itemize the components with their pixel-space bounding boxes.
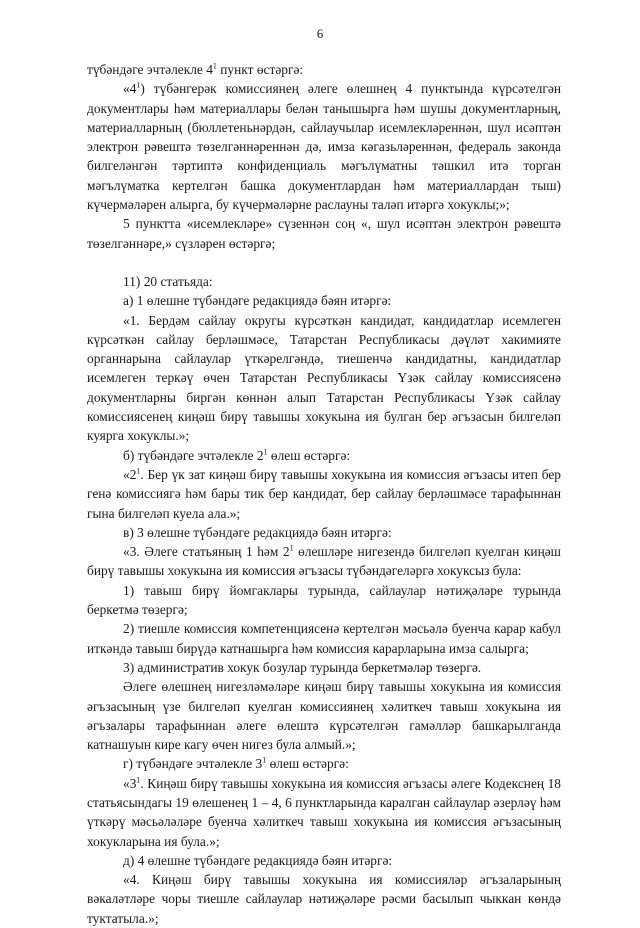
paragraph: «$4^1$) түбәнгерәк комиссиянең әлеге өлешнең 4 пунктында күрсәтелгән документлары һәм материаллары белән танышырга һәм шушы документларның, материалларның (бюллетеньнәрдән, сайлаучылар исемлекләреннән, шул исәптән электрон рәвештә төзелгәннәреннән дә, имза кәгазьләреннән, федераль законда билгеләнгән тәртиптә конфиденциаль мәгълүматны тәшкил итә торган мәгълүматка кертелгән башка документлардан һәм материаллардан тыш) күчермәләрен алырга, бу күчермәләрне раслауны таләп итәргә хокуклы;»; [87, 80, 561, 213]
paragraph: «4. Киңәш бирү тавышы хокукына ия комиссияләр әгъзаларының вәкаләтләре чоры тиешле сайлаулар нәтиҗәләре рәсми басылып чыккан көндә туктатыла.»; [87, 872, 561, 926]
paragraph: «$3^1$. Киңәш бирү тавышы хокукына ия комиссия әгъзасы әлеге Кодекснең 18 статьясындагы 19 өлешенең 1 – 4, 6 пунктларында каралган сайлаулар әзерләү һәм үткәрү мәсьәләләре буенча хәлиткеч тавыш хокукына ия комиссия әгъзасының хокукларына ия була.»; [87, 775, 561, 849]
paragraph: 3) административ хокук бозулар турында беркетмәләр төзергә. [123, 659, 482, 675]
paragraph: «1. Бердәм сайлау округы күрсәткән кандидат, кандидатлар исемлеген күрсәткән сайлау берләшмәсе, Татарстан Республикасы дәүләт хакимияте органнарына сайлаулар үткәрелгәндә, тиешенчә кандидатны, кандидатлар исемлеген теркәү өчен Татарстан Республикасы Үзәк сайлау комиссиясенә документларны биргән көннән алып Татарстан Республикасы Үзәк сайлау комиссиясенең киңәш бирү тавышы хокукына ия булган бер әгъзасын билгеләп куярга хокуклы.»; [87, 312, 561, 444]
paragraph: 11) 20 статьяда: [123, 273, 213, 289]
paragraph: в) 3 өлешне түбәндәге редакциядә бәян итәргә: [123, 524, 392, 540]
paragraph: «3. Әлеге статьяның 1 һәм $2^1$ өлешләре нигезендә билгеләп куелган киңәш бирү тавышы хокукына ия комиссия әгъзасы түбәндәгеләргә хокуксыз була: [87, 543, 561, 579]
document-body [87, 60, 561, 928]
paragraph: а) 1 өлешне түбәндәге редакциядә бәян итәргә: [123, 293, 392, 309]
paragraph: 2) тиешле комиссия компетенциясенә кертелгән мәсьәлә буенча карар кабул иткәндә тавыш бирүдә катнашырга һәм комиссия карарларына имза салырга; [87, 621, 561, 656]
paragraph: д) 4 өлешне түбәндәге редакциядә бәян итәргә: [123, 852, 393, 868]
paragraph: «$2^1$. Бер үк зат киңәш бирү тавышы хокукына ия комиссия әгъзасы итеп бер генә комиссиягә һәм бары тик бер кандидат, бер сайлау берләшмәсе тарафыннан гына билгеләп куела ала.»; [87, 466, 561, 521]
paragraph: түбәндәге эчтәлекле $4^1$ пункт өстәргә: [87, 61, 304, 77]
paragraph: б) түбәндәге эчтәлекле $2^1$ өлеш өстәргә: [123, 447, 351, 463]
paragraph: 5 пунктта «исемлекләре» сүзеннән соң «, шул исәптән электрон рәвештә төзелгәннәре,» сүзләрен өстәргә; [87, 216, 561, 251]
page-number: 6 [316, 26, 324, 41]
paragraph: г) түбәндәге эчтәлекле $3^1$ өлеш өстәргә: [123, 755, 349, 772]
paragraph: 1) тавыш бирү йомгаклары турында, сайлаулар нәтиҗәләре турында беркетмә төзергә; [87, 582, 561, 618]
paragraph: Әлеге өлешнең нигезләмәләре киңәш бирү тавышы хокукына ия комиссия әгъзасының үзе билгеләп куелган комиссиянең хәлиткеч тавыш хокукына ия әгъзалары тарафыннан әлеге өлештә күрсәтелгән гамәлләр башкарылганда катнашуын кире кагу өчен нигез була алмый.»; [87, 679, 561, 753]
